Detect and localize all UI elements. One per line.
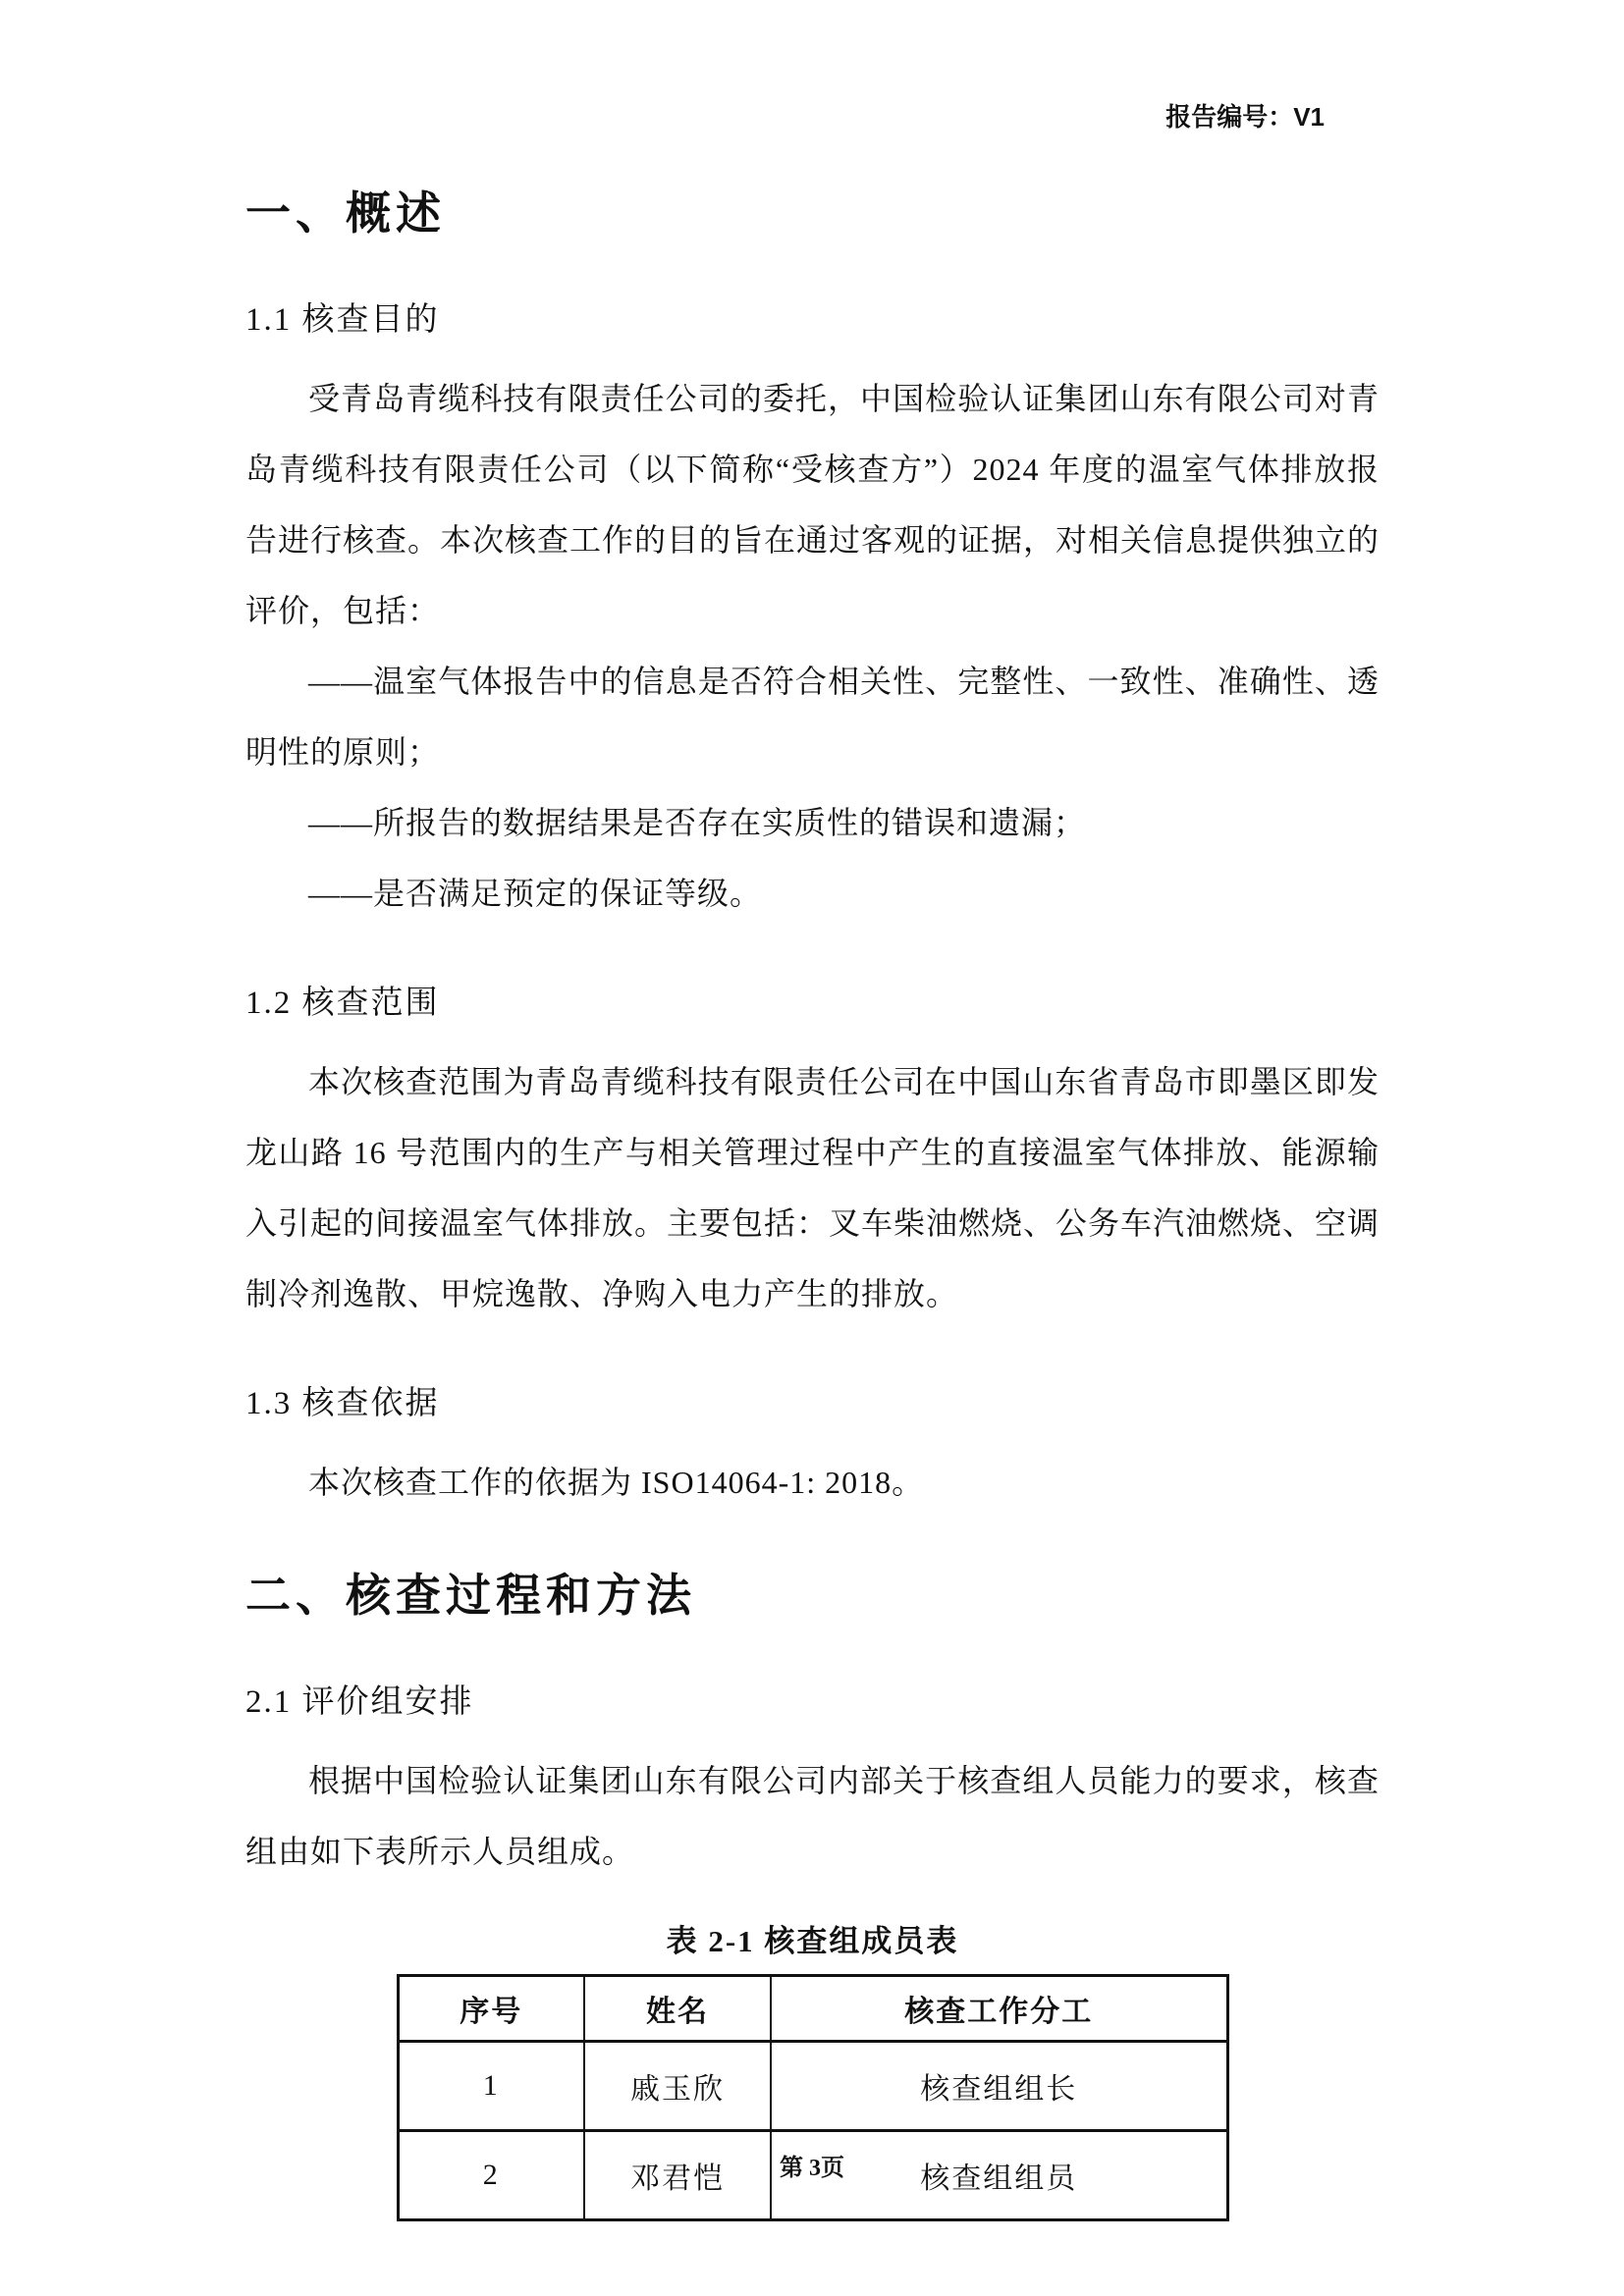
para-verification-criteria: 本次核查工作的依据为 ISO14064-1: 2018。	[308, 1465, 925, 1500]
col-header-role: 核查工作分工	[771, 1976, 1227, 2042]
team-members-table	[397, 1974, 1229, 2221]
para-team-arrangement: 根据中国检验认证集团山东有限公司内部关于核查组人员能力的要求，核查组由如下表所示人员组成。	[245, 1763, 1380, 1869]
col-header-name: 姓名	[584, 1976, 771, 2042]
col-header-index: 序号	[398, 1976, 584, 2042]
heading-2-1-team: 2.1 评价组安排	[245, 1684, 474, 1720]
page-number: 第 3页	[780, 2156, 844, 2181]
table-caption: 表 2-1 核查组成员表	[666, 1924, 959, 1958]
table-header-row	[398, 1976, 1227, 2042]
bullet-material-errors: ——所报告的数据结果是否存在实质性的错误和遗漏；	[308, 805, 1087, 840]
para-verification-scope: 本次核查范围为青岛青缆科技有限责任公司在中国山东省青岛市即墨区即发龙山路 16 号范围内的生产与相关管理过程中产生的直接温室气体排放、能源输入引起的间接温室气体排放。主要包括：叉车柴油燃烧、公务车汽油燃烧、空调制冷剂逸散、甲烷逸散、净购入电力产生的排放。	[245, 1064, 1380, 1311]
bullet-principles: ——温室气体报告中的信息是否符合相关性、完整性、一致性、准确性、透明性的原则；	[245, 664, 1380, 770]
cell-index: 2	[398, 2131, 584, 2220]
cell-name: 戚玉欣	[584, 2042, 771, 2131]
table-row	[398, 2042, 1227, 2131]
cell-role: 核查组组长	[771, 2042, 1227, 2131]
heading-process-method: 二、核查过程和方法	[245, 1571, 696, 1621]
bullet-assurance-level: ——是否满足预定的保证等级。	[308, 876, 763, 911]
heading-1-3-criteria: 1.3 核查依据	[245, 1386, 440, 1421]
heading-1-2-scope: 1.2 核查范围	[245, 986, 440, 1021]
heading-1-1-purpose: 1.1 核查目的	[245, 302, 440, 338]
heading-overview: 一、概述	[245, 188, 446, 239]
cell-index: 1	[398, 2042, 584, 2131]
cell-role: 核查组组员	[771, 2131, 1227, 2220]
report-number: 报告编号：V1	[1165, 102, 1325, 132]
cell-name: 邓君恺	[584, 2131, 771, 2220]
para-verification-purpose: 受青岛青缆科技有限责任公司的委托，中国检验认证集团山东有限公司对青岛青缆科技有限责任公司（以下简称“受核查方”）2024 年度的温室气体排放报告进行核查。本次核查工作的目的旨在通过客观的证据，对相关信息提供独立的评价，包括：	[245, 381, 1380, 628]
